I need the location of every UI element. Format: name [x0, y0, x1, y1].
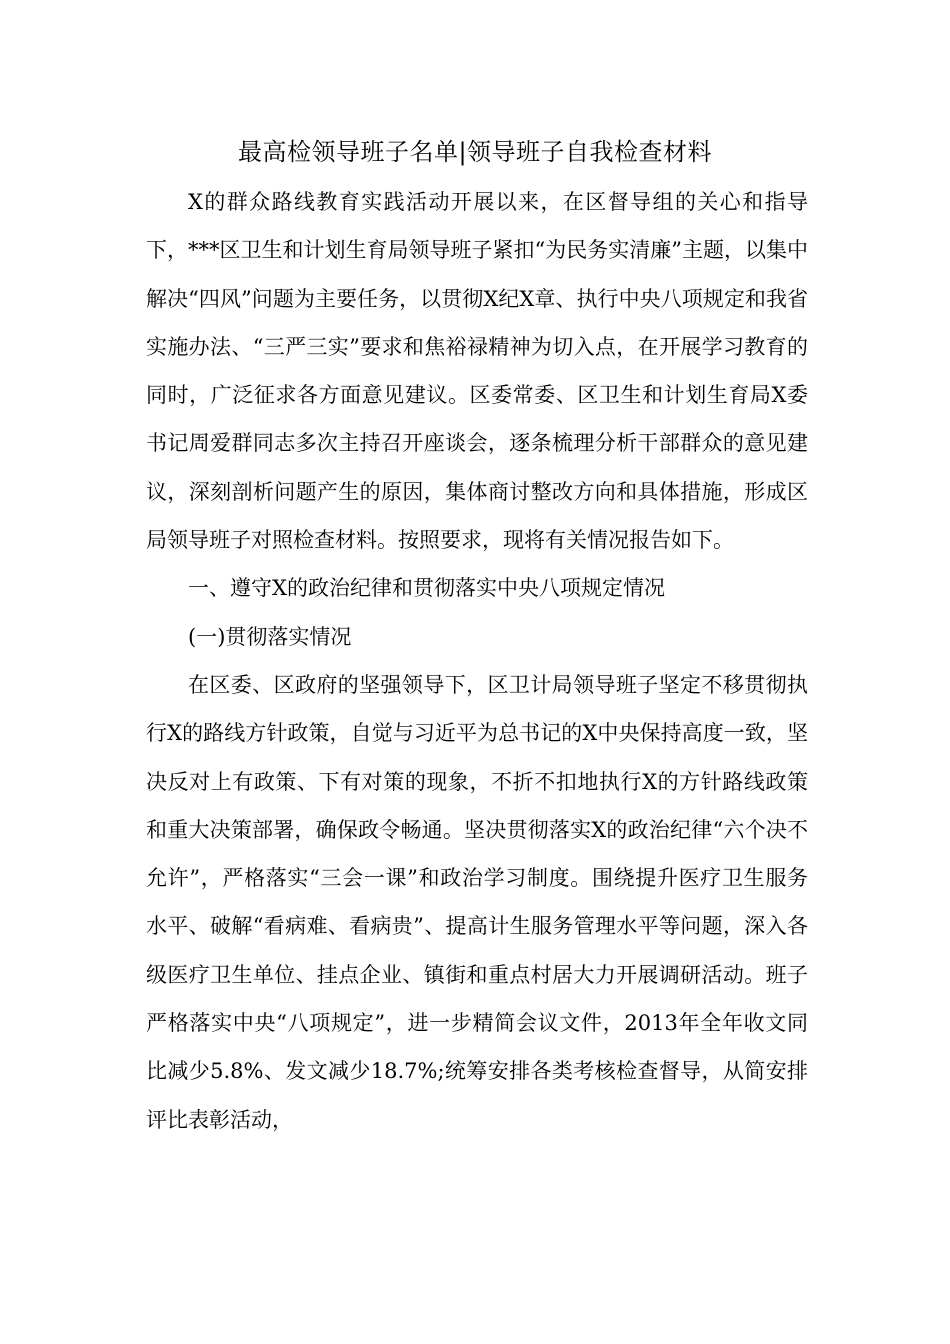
- section-heading-1: 一、遵守X的政治纪律和贯彻落实中央八项规定情况: [188, 576, 665, 601]
- subsection-heading-1: (一)贯彻落实情况: [188, 624, 352, 649]
- paragraph-intro: X的群众路线教育实践活动开展以来，在区督导组的关心和指导下，***区卫生和计划生育局领导班子紧扣“为民务实清廉”主题，以集中解决“四风”问题为主要任务，以贯彻X纪X章、执行中央八项规定和我省实施办法、“三严三实”要求和焦裕禄精神为切入点，在开展学习教育的同时，广泛征求各方面意见建议。区委常委、区卫生和计划生育局X委书记周爱群同志多次主持召开座谈会，逐条梳理分析干部群众的意见建议，深刻剖析问题产生的原因，集体商讨整改方向和具体措施，形成区局领导班子对照检查材料。按照要求，现将有关情况报告如下。: [146, 190, 808, 553]
- paragraph-implementation: 在区委、区政府的坚强领导下，区卫计局领导班子坚定不移贯彻执行X的路线方针政策，自觉与习近平为总书记的X中央保持高度一致，坚决反对上有政策、下有对策的现象，不折不扣地执行X的方针路线政策和重大决策部署，确保政令畅通。坚决贯彻落实X的政治纪律“六个决不允许”，严格落实“三会一课”和政治学习制度。围绕提升医疗卫生服务水平、破解“看病难、看病贵”、提高计生服务管理水平等问题，深入各级医疗卫生单位、挂点企业、镇街和重点村居大力开展调研活动。班子严格落实中央“八项规定”，进一步精简会议文件，2013年全年收文同比减少5.8%、发文减少18.7%;统筹安排各类考核检查督导，从简安排评比表彰活动，: [146, 672, 808, 1132]
- document-body: [146, 178, 808, 1144]
- document-title: 最高检领导班子名单|领导班子自我检查材料: [237, 138, 713, 166]
